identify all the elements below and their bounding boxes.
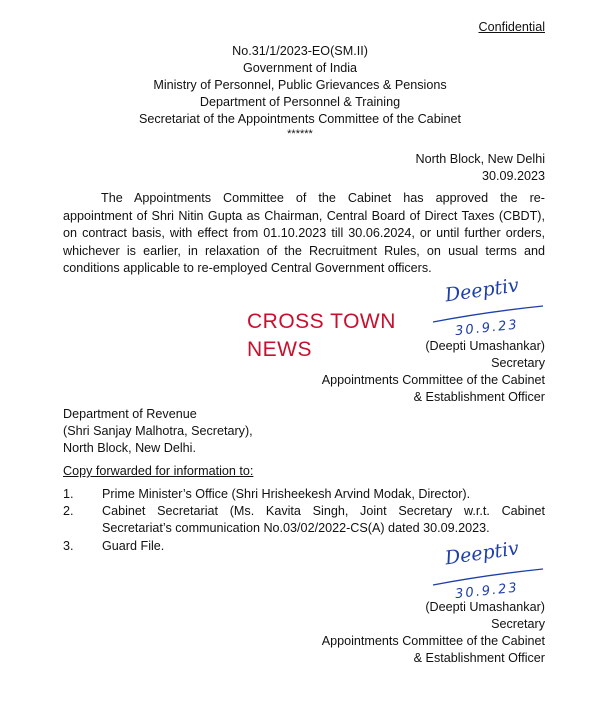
signatory-org: Appointments Committee of the Cabinet [321,634,545,648]
government-line: Government of India [242,61,358,75]
list-item-line: Cabinet Secretariat (Ms. Kavita Singh, Joint Secretary w.r.t. Cabinet [102,504,545,518]
signature-name-handwriting: Deeptiv [443,537,521,570]
reference-number: No.31/1/2023-EO(SM.II) [232,44,368,58]
body-line: appointment of Shri Nitin Gupta as Chairman, Central Board of Direct Taxes (CBDT), [63,208,545,223]
handwritten-signature-1 [425,272,565,342]
recipient-line: North Block, New Delhi. [63,441,196,455]
list-number: 3. [63,539,74,553]
list-item [102,503,545,537]
signature-stroke [433,569,543,585]
list-item: Prime Minister’s Office (Shri Hrisheekesh Arvind Modak, Director). [102,487,471,501]
separator-stars: ****** [287,128,313,140]
secretariat-line: Secretariat of the Appointments Committee of the Cabinet [138,112,461,126]
signatory-title: Secretary [491,356,545,370]
handwritten-signature-2 [425,535,565,605]
recipient-line: Department of Revenue [63,407,197,421]
copy-forwarded-heading: Copy forwarded for information to: [63,464,254,478]
body-paragraph [63,190,545,278]
signatory-org-2: & Establishment Officer [413,651,545,665]
signature-stroke [433,306,543,322]
place: North Block, New Delhi [415,152,545,166]
signature-date-handwriting: 30.9.23 [454,317,520,340]
department-line: Department of Personnel & Training [199,95,401,109]
list-item: Guard File. [102,539,165,553]
signature-date-handwriting: 30.9.23 [454,580,520,603]
confidential-label: Confidential [478,20,545,34]
body-line: conditions applicable to re-employed Central Government officers. [63,261,432,276]
watermark-line-1: CROSS TOWN [247,310,396,333]
signatory-org-2: & Establishment Officer [413,390,545,404]
signature-name-handwriting: Deeptiv [443,274,521,307]
list-item-line: Secretariat’s communication No.03/02/2022-CS(A) dated 30.09.2023. [102,521,490,535]
recipient-line: (Shri Sanjay Malhotra, Secretary), [63,424,253,438]
list-number: 1. [63,487,74,501]
list-number: 2. [63,504,74,518]
signatory-title: Secretary [491,617,545,631]
watermark [247,308,396,364]
body-line: The Appointments Committee of the Cabinet has approved the re- [101,191,545,205]
date: 30.09.2023 [481,169,545,183]
body-line: whichever is earlier, in relaxation of the Recruitment Rules, on usual terms and [63,243,545,258]
signatory-org: Appointments Committee of the Cabinet [321,373,545,387]
body-line: on contract basis, with effect from 01.10.2023 till 30.06.2024, or until further orders, [63,226,545,241]
signatory-name: (Deepti Umashankar) [425,600,545,614]
ministry-line: Ministry of Personnel, Public Grievances & Pensions [153,78,447,92]
watermark-line-2: NEWS [247,338,312,361]
signatory-name: (Deepti Umashankar) [425,339,545,353]
